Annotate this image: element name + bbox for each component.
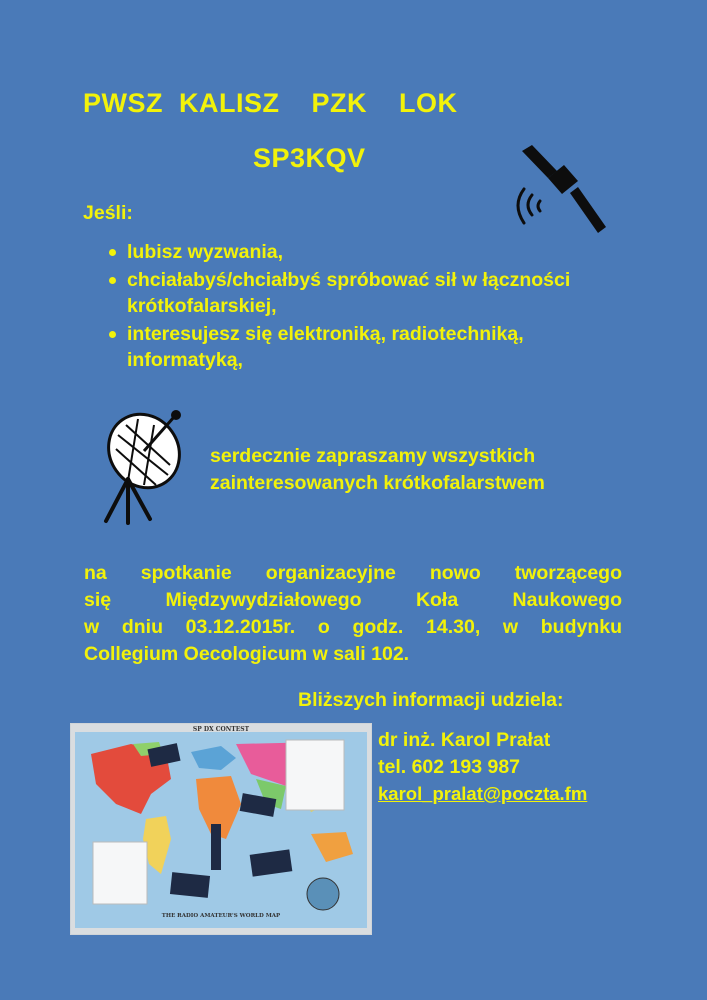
invite-line-2: zainteresowanych krótkofalarstwem [210, 472, 545, 494]
intro-bullet-list [107, 239, 627, 375]
intro-lead: Jeśli: [83, 202, 133, 224]
meeting-line-3: w dniu 03.12.2015r. o godz. 14.30, w budynku [84, 616, 622, 638]
meeting-line-2: się Międzywydziałowego Koła Naukowego [84, 589, 622, 611]
map-title-text: SP DX CONTEST [192, 726, 250, 733]
satellite-icon [512, 143, 610, 238]
contact-heading: Bliższych informacji udziela: [298, 689, 564, 711]
contact-name: dr inż. Karol Prałat [378, 729, 551, 751]
contact-phone: tel. 602 193 987 [378, 756, 521, 778]
map-subtitle-text: THE RADIO AMATEUR'S WORLD MAP [161, 913, 281, 919]
bullet-item: lubisz wyzwania, [107, 239, 627, 265]
world-map-photo [70, 723, 372, 935]
header-title: PWSZ KALISZ PZK LOK [83, 88, 458, 118]
bullet-item: chciałabyś/chciałbyś spróbować sił w łączności krótkofalarskiej, [107, 267, 627, 319]
contact-email-link[interactable]: karol_pralat@poczta.fm [378, 783, 588, 804]
bullet-item: interesujesz się elektroniką, radiotechniką, informatyką, [107, 321, 627, 373]
meeting-line-4: Collegium Oecologicum w sali 102. [84, 643, 410, 665]
callsign-title: SP3KQV [253, 143, 366, 173]
invite-line-1: serdecznie zapraszamy wszystkich [210, 445, 536, 467]
satellite-dish-icon [98, 405, 188, 525]
world-map-illustration [71, 724, 371, 934]
meeting-line-1: na spotkanie organizacyjne nowo tworzącego [84, 562, 622, 584]
